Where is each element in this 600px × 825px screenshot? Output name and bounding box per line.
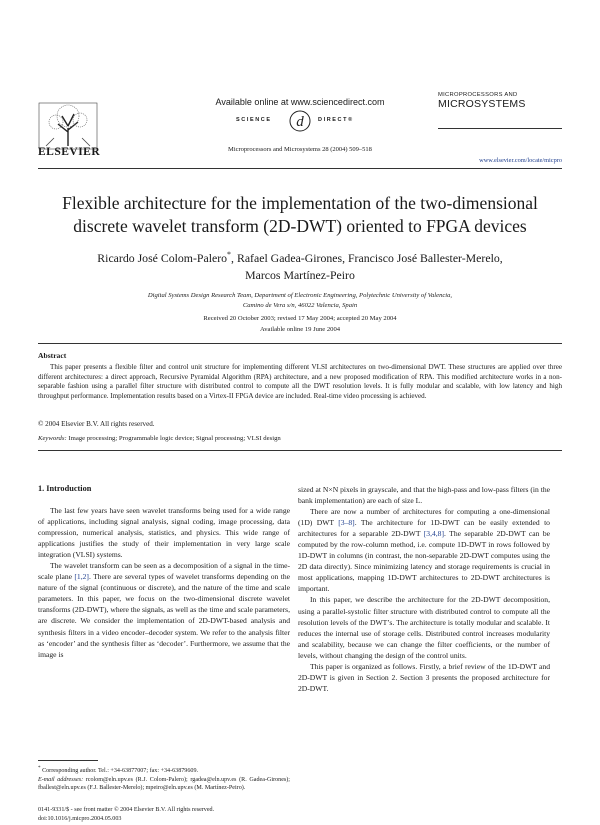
right-column: [298, 484, 550, 694]
keywords: [38, 435, 281, 442]
journal-citation: Microprocessors and Microsystems 28 (2004) 509–518: [228, 146, 372, 153]
intro-paragraph-2: The wavelet transform can be seen as a decomposition of a signal in the time-scale plane [1,2]. There are several types of wavelet transforms depending on the nature of the signal (continuous or discrete), and the nature of the time and scale parameters. In this paper, we focus on the two-dimensional discrete wavelet transforms (2D-DWT), where the signals, as well as the time and scale parameters, are discrete. We consider the implementation of 2D-DWT-based analysis and synthesis filters in a video encoder–decoder system. We refer to the analysis filter as ‘encoder’ and the synthesis filter as ‘decoder’. Furthermore, we assume that the image is: [38, 561, 291, 659]
paper-title: Flexible architecture for the implementation of the two-dimensional discrete wavelet transform (2D-DWT) oriented to FPGA devices: [62, 193, 538, 236]
intro-paragraph-5: This paper is organized as follows. Firstly, a brief review of the 1D-DWT and 2D-DWT is given in Section 2. Section 3 presents the proposed architecture for 2D-DWT.: [298, 661, 550, 693]
header-divider: [38, 168, 562, 169]
intro-paragraph-3: There are now a number of architectures for computing a one-dimensional (1D) DWT [3–8]. The architecture for 1D-DWT can be easily extended to architectures for a separable 2D-DWT [3,4,8]. The separable 2D-DWT can be computed by the row-column method, i.e. compute 1D-DWT in rows followed by 1D-DWT in columns (in contrast, the non-separable 2D-DWT computes using the 2D data directly). Since minimizing latency and storage requirements is crucial in most applications, mapping 1D-DWT architectures to 2D-DWT architectures is important.: [298, 507, 550, 594]
sciencedirect-left-word: SCIENCE: [236, 117, 272, 123]
left-column: [38, 505, 290, 660]
journal-name-block: [438, 92, 562, 129]
intro-paragraph-4: In this paper, we describe the architecture for the 2D-DWT decomposition, using a parallel-systolic filter structure with distributed control to compute all the resolution levels of the DWT’s. The architecture is totally modular and scalable. It reduces the internal use of storage cells. Distributed control increases modularity and scalability, because we can change the filter coefficients, or the number of levels, without changing the design of the control units.: [298, 595, 550, 660]
journal-rule: [438, 128, 562, 129]
abstract-body: This paper presents a flexible filter and control unit structure for implementing different VLSI architectures on two-dimensional DWT. These structures are applied over three different architectures: a direct approach, Recursive Pyramidal Algorithm (RPA) architecture, and a new proposed modification of RPA. This modified architecture works in a non-separable fashion using a parallel filter structure with distributed control to compute all the DWT resolution levels. It is fully modular and scalable, with low latency and high throughput performance. Implementation results based on a Virtex-II FPGA device are included. Real-time video processing is achieved.: [38, 363, 562, 401]
author-line2: Marcos Martínez-Peiro: [245, 267, 355, 282]
journal-name-big: MICROSYSTEMS: [438, 98, 526, 110]
online-date: Available online 19 June 2004: [259, 325, 341, 333]
reference-link[interactable]: [3,4,8]: [423, 529, 444, 539]
author-list: [60, 246, 540, 284]
journal-name-top: MICROPROCESSORS AND: [438, 92, 518, 98]
issn-line: 0141-9331/$ - see front matter © 2004 Elsevier B.V. All rights reserved.: [38, 807, 215, 813]
section-heading: 1. Introduction: [38, 484, 92, 493]
author-first: Ricardo José Colom-Palero: [97, 250, 228, 265]
author-star: *: [227, 250, 232, 259]
journal-url-link[interactable]: www.elsevier.com/locate/micpro: [479, 157, 562, 164]
available-online-text: Available online at www.sciencedirect.com: [215, 97, 385, 107]
footnote-email-label: E-mail addresses:: [38, 776, 84, 783]
sciencedirect-right-word: DIRECT®: [318, 117, 354, 123]
abstract-top-rule: [38, 343, 562, 344]
keywords-label: Keywords:: [38, 435, 67, 442]
abstract-bottom-rule: [38, 450, 562, 451]
footnote-star: *: [38, 765, 41, 771]
keywords-list: Image processing; Programmable logic device; Signal processing; VLSI design: [66, 435, 281, 442]
affiliation-line2: Camino de Vera s/n, 46022 Valencia, Spain: [242, 302, 358, 309]
intro-paragraph-continued: sized at N×N pixels in grayscale, and that the high-pass and low-pass filters (in the bank implementation) are each of size L.: [298, 485, 550, 506]
reference-link[interactable]: [1,2]: [74, 572, 89, 582]
doi-line: doi:10.1016/j.micpro.2004.05.003: [38, 815, 122, 822]
affiliation: [80, 291, 520, 311]
intro-paragraph-1: The last few years have seen wavelet transforms being used for a wide range of applications, including signal analysis, signal coding, image processing, data compression, numerical analysis, statistics, and physics. This wide range of applications justifies the study of their implementation in very large scale integration (VLSI) systems.: [38, 506, 290, 560]
abstract-heading: Abstract: [38, 351, 67, 360]
publisher-name: ELSEVIER: [38, 146, 101, 158]
footnote-rule: [38, 760, 98, 761]
received-dates: Received 20 October 2003; revised 17 May 2004; accepted 20 May 2004: [203, 315, 397, 322]
footnote-contact: Corresponding author. Tel.: +34-63877007; fax: +34-63879609.: [40, 768, 199, 775]
footnote: [38, 764, 290, 793]
affiliation-line1: Digital Systems Design Research Team, Department of Electronic Engineering, Polytechnic University of Valencia,: [147, 292, 453, 299]
author-rest: , Rafael Gadea-Girones, Francisco José Ballester-Merelo,: [231, 250, 503, 265]
abstract-copyright: © 2004 Elsevier B.V. All rights reserved.: [38, 420, 155, 428]
article-dates: [100, 314, 500, 335]
article-identifiers: [38, 806, 290, 823]
reference-link[interactable]: [3–8]: [338, 518, 355, 528]
footnote-emails: rcolom@eln.upv.es (R.J. Colom-Palero); rgadea@eln.upv.es (R. Gadea-Girones); fballest@eln.upv.es (F.J. Ballester-Merelo); mpeiro@eln.upv.es (M. Martínez-Peiro).: [38, 776, 290, 792]
svg-text:d: d: [296, 114, 304, 130]
